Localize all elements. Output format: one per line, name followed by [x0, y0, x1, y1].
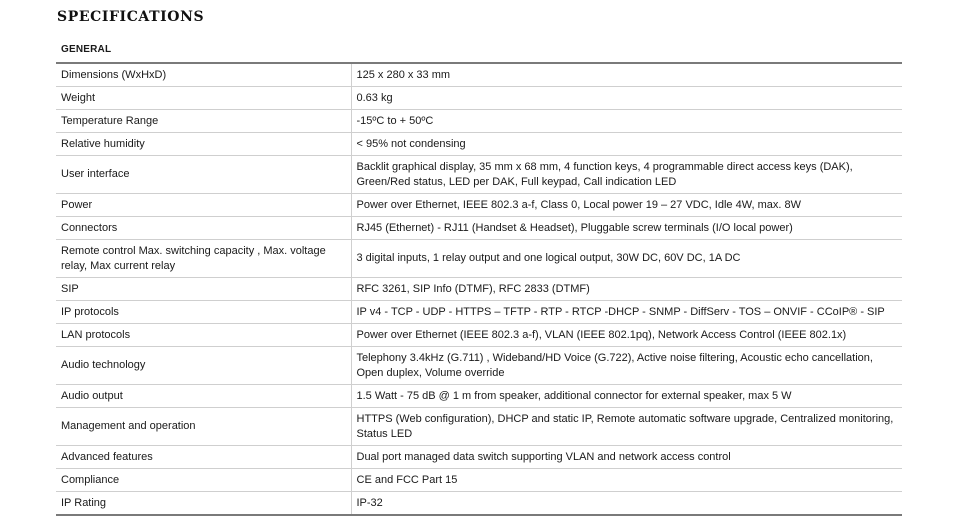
spec-value: Power over Ethernet (IEEE 802.3 a-f), VLAN (IEEE 802.1pq), Network Access Control (IEEE 802.1x) — [351, 324, 902, 347]
section-header-general: GENERAL — [56, 37, 902, 63]
spec-label: IP protocols — [56, 301, 351, 324]
spec-label: Weight — [56, 87, 351, 110]
spec-label: IP Rating — [56, 492, 351, 516]
table-row — [56, 133, 902, 156]
spec-label: Management and operation — [56, 408, 351, 446]
spec-label: Audio technology — [56, 347, 351, 385]
spec-label: User interface — [56, 156, 351, 194]
spec-label: Compliance — [56, 469, 351, 492]
spec-value: -15ºC to + 50ºC — [351, 110, 902, 133]
table-row — [56, 301, 902, 324]
spec-label: Audio output — [56, 385, 351, 408]
spec-label: Dimensions (WxHxD) — [56, 63, 351, 87]
spec-label: LAN protocols — [56, 324, 351, 347]
spec-label: Power — [56, 194, 351, 217]
specifications-table-body — [56, 37, 902, 515]
spec-value: IP-32 — [351, 492, 902, 516]
spec-value: CE and FCC Part 15 — [351, 469, 902, 492]
table-row — [56, 385, 902, 408]
table-row — [56, 110, 902, 133]
spec-label: Relative humidity — [56, 133, 351, 156]
spec-value: Power over Ethernet, IEEE 802.3 a-f, Class 0, Local power 19 – 27 VDC, Idle 4W, max. 8W — [351, 194, 902, 217]
spec-value: < 95% not condensing — [351, 133, 902, 156]
spec-label: Connectors — [56, 217, 351, 240]
table-row — [56, 240, 902, 278]
spec-value: Telephony 3.4kHz (G.711) , Wideband/HD Voice (G.722), Active noise filtering, Acoustic echo cancellation, Open duplex, Volume override — [351, 347, 902, 385]
spec-label: Advanced features — [56, 446, 351, 469]
specifications-table — [56, 37, 902, 516]
spec-value: 125 x 280 x 33 mm — [351, 63, 902, 87]
section-header-row — [56, 37, 902, 63]
page-title: SPECIFICATIONS — [57, 9, 205, 25]
spec-value: RJ45 (Ethernet) - RJ11 (Handset & Headset), Pluggable screw terminals (I/O local power) — [351, 217, 902, 240]
table-row — [56, 156, 902, 194]
table-row — [56, 324, 902, 347]
spec-value: IP v4 - TCP - UDP - HTTPS – TFTP - RTP - RTCP -DHCP - SNMP - DiffServ - TOS – ONVIF - CCoIP® - SIP — [351, 301, 902, 324]
table-row — [56, 347, 902, 385]
spec-value: 1.5 Watt - 75 dB @ 1 m from speaker, additional connector for external speaker, max 5 W — [351, 385, 902, 408]
spec-label: SIP — [56, 278, 351, 301]
table-row — [56, 278, 902, 301]
spec-value: RFC 3261, SIP Info (DTMF), RFC 2833 (DTMF) — [351, 278, 902, 301]
spec-value: HTTPS (Web configuration), DHCP and static IP, Remote automatic software upgrade, Centralized monitoring, Status LED — [351, 408, 902, 446]
table-row — [56, 63, 902, 87]
table-row — [56, 446, 902, 469]
table-row — [56, 408, 902, 446]
spec-label: Temperature Range — [56, 110, 351, 133]
table-row — [56, 492, 902, 516]
table-row — [56, 87, 902, 110]
table-row — [56, 469, 902, 492]
spec-value: 3 digital inputs, 1 relay output and one logical output, 30W DC, 60V DC, 1A DC — [351, 240, 902, 278]
spec-value: 0.63 kg — [351, 87, 902, 110]
table-row — [56, 217, 902, 240]
table-row — [56, 194, 902, 217]
spec-value: Backlit graphical display, 35 mm x 68 mm, 4 function keys, 4 programmable direct access keys (DAK), Green/Red status, LED per DAK, Full keypad, Call indication LED — [351, 156, 902, 194]
spec-label: Remote control Max. switching capacity , Max. voltage relay, Max current relay — [56, 240, 351, 278]
spec-value: Dual port managed data switch supporting VLAN and network access control — [351, 446, 902, 469]
